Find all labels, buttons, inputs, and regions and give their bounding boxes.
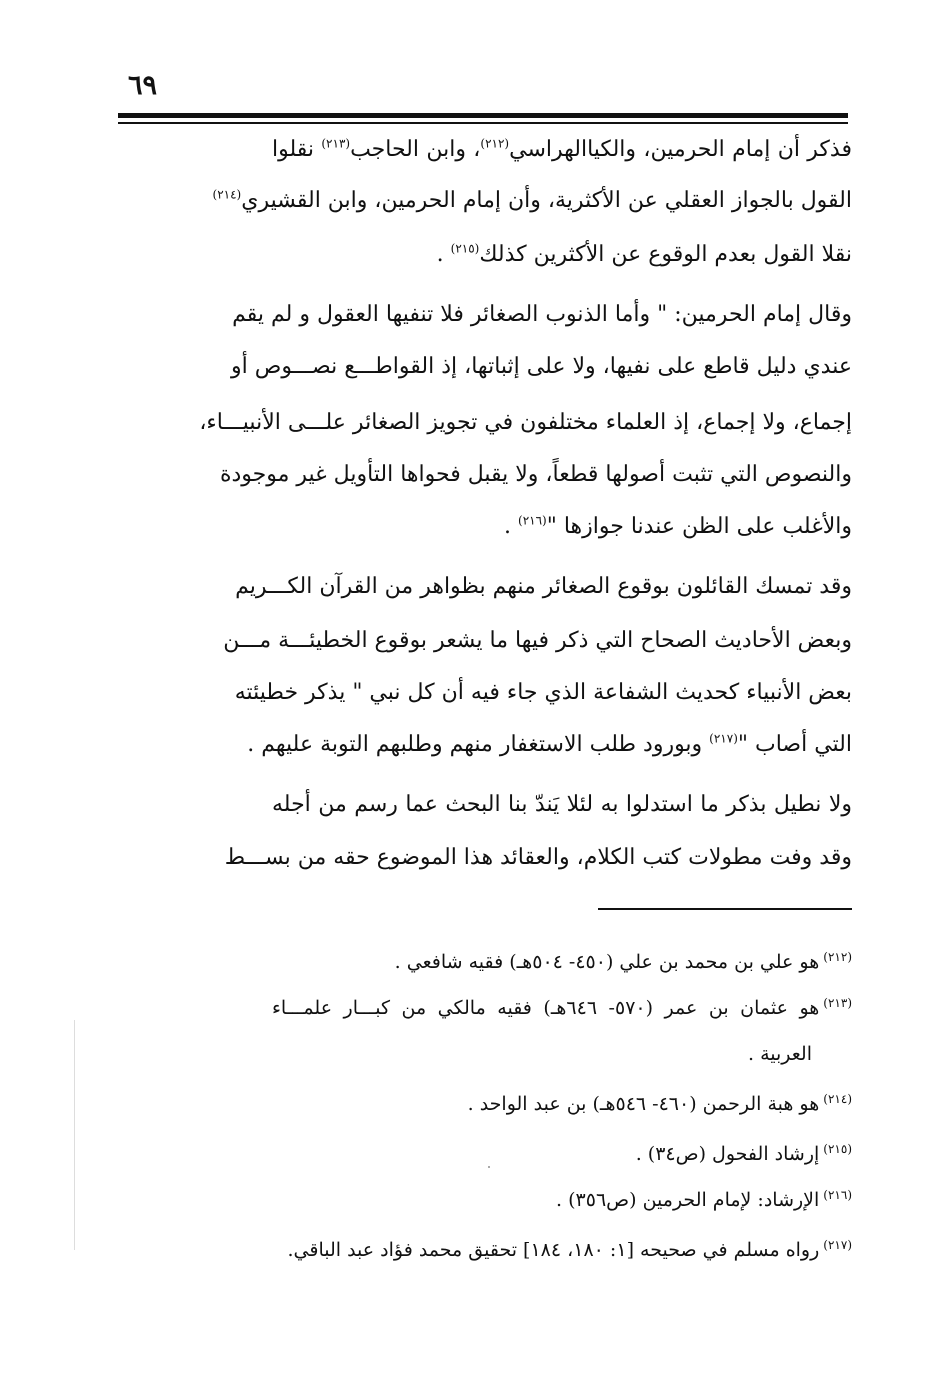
body-line [272, 135, 852, 165]
footnote-marker: (٢١٦) [823, 1187, 852, 1202]
text-segment: وبورود طلب الاستغفار منهم وطلبهم التوبة عليهم . [247, 732, 710, 757]
text-segment: وقد وفت مطولات كتب الكلام، والعقائد هذا الموضوع حقه من بســـط [224, 845, 852, 870]
footnote-reference: (٢١٢) [480, 136, 510, 151]
header-rule [118, 113, 848, 118]
text-segment: وقال إمام الحرمين: " وأما الذنوب الصغائر فلا تنفيها العقول و لم يقم [232, 302, 852, 327]
scan-speck [488, 1166, 490, 1168]
body-line [247, 730, 852, 760]
footnote-line [287, 1236, 852, 1264]
body-line [231, 352, 852, 382]
footnote-marker: (٢١٣) [823, 995, 852, 1010]
footnote-text: الإرشاد: لإمام الحرمين (ص٣٥٦) . [556, 1189, 820, 1211]
footnote-text: هو هبة الرحمن (٤٦٠- ٥٤٦هـ) بن عبد الواحد . [467, 1093, 820, 1115]
text-segment: عندي دليل قاطع على نفيها، ولا على إثباتها، إذ القواطـــع نصـــوص أو [231, 354, 852, 379]
text-segment: ، وابن الحاجب [350, 137, 481, 162]
text-segment: والنصوص التي تثبت أصولها قطعاً، ولا يقبل فحواها التأويل غير موجودة [219, 462, 852, 487]
header-rule-thin [118, 122, 848, 124]
footnote-line [748, 1040, 812, 1068]
text-segment: نقلوا [272, 137, 322, 162]
body-line [224, 843, 852, 873]
footnote-marker: (٢١٢) [823, 949, 852, 964]
footnote-reference: (٢١٣) [321, 136, 351, 151]
footnote-reference: (٢١٥) [450, 241, 480, 256]
footnote-marker: (٢١٤) [823, 1091, 852, 1106]
footnote-line [556, 1186, 852, 1214]
footnote-line [636, 1140, 852, 1168]
body-line [235, 572, 852, 602]
footnote-text: العربية . [747, 1043, 812, 1065]
body-line [437, 240, 852, 270]
footnote-text: رواه مسلم في صحيحه [١: ١٨٠، ١٨٤] تحقيق محمد فؤاد عبد الباقي. [287, 1239, 820, 1261]
footnote-reference: (٢١٦) [518, 513, 547, 528]
footnote-line [468, 1090, 852, 1118]
text-segment: . [504, 514, 519, 539]
body-line [223, 626, 852, 656]
text-segment: نقلا القول بعدم الوقوع عن الأكثرين كذلك [479, 242, 852, 267]
text-segment: ولا نطيل بذكر ما استدلوا به لئلا يَندّ بنا البحث عما رسم من أجله [272, 792, 852, 817]
scan-edge-mark [74, 1020, 75, 1250]
text-segment: وبعض الأحاديث الصحاح التي ذكر فيها ما يشعر بوقوع الخطيئـــة مـــن [223, 628, 852, 653]
footnote-marker: (٢١٥) [823, 1141, 852, 1156]
page-number: ٦٩ [128, 70, 158, 101]
text-segment: . [436, 242, 451, 267]
footnote-text: هو علي بن محمد بن علي (٤٥٠- ٥٠٤هـ) فقيه شافعي . [394, 951, 820, 973]
body-line [199, 408, 852, 438]
footnote-text: إرشاد الفحول (ص٣٤) . [635, 1143, 820, 1165]
text-segment: والأغلب على الظن عندنا جوازها " [546, 514, 852, 539]
body-line [272, 790, 852, 820]
text-segment: فذكر أن إمام الحرمين، والكياالهراسي [509, 137, 852, 162]
text-segment: بعض الأنبياء كحديث الشفاعة الذي جاء فيه أن كل نبي " يذكر خطيئته [234, 680, 852, 705]
footnote-line [395, 948, 852, 976]
body-line [219, 460, 852, 490]
body-line [213, 186, 852, 216]
text-segment: إجماع، ولا إجماع، إذ العلماء مختلفون في تجويز الصغائر علـــى الأنبيـــاء، [199, 410, 852, 435]
footnote-reference: (٢١٧) [709, 731, 738, 746]
footnote-reference: (٢١٤) [212, 187, 242, 202]
text-segment: التي أصاب " [737, 732, 852, 757]
footnote-line [272, 994, 852, 1022]
footnote-separator [598, 908, 852, 910]
body-line [232, 300, 852, 330]
text-segment: القول بالجواز العقلي عن الأكثرية، وأن إمام الحرمين، وابن القشيري [241, 188, 852, 213]
body-line [504, 512, 852, 542]
body-line [234, 678, 852, 708]
text-segment: وقد تمسك القائلون بوقوع الصغائر منهم بظواهر من القرآن الكـــريم [235, 574, 852, 599]
footnote-marker: (٢١٧) [823, 1237, 852, 1252]
footnote-text: هو عثمان بن عمر (٥٧٠- ٦٤٦هـ) فقيه مالكي من كبـــار علمـــاء [272, 997, 820, 1019]
